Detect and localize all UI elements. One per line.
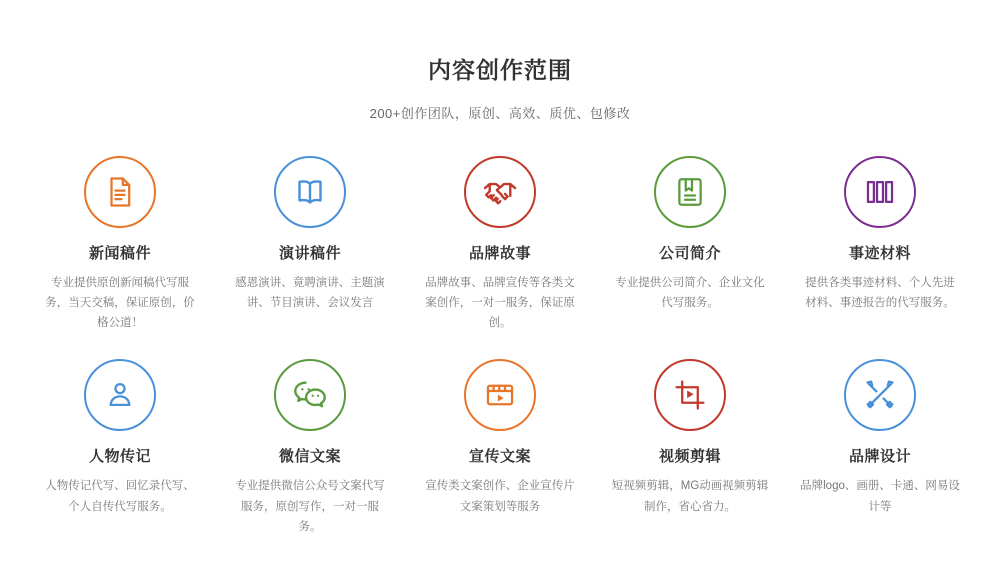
service-desc: 专业提供原创新闻稿代写服务，当天交稿，保证原创，价格公道！ (45, 277, 195, 330)
service-title: 演讲稿件 (278, 245, 341, 262)
service-title: 人物传记 (88, 448, 151, 466)
service-desc: 专业提供公司简介、企业文化代写服务。 (615, 277, 765, 310)
service-card-biography[interactable] (25, 359, 215, 536)
page-title: 内容创作范围 (428, 57, 572, 83)
icon-circle-promo (464, 359, 536, 431)
service-desc: 感恩演讲、竟聘演讲、主题演讲、节目演讲、会议发言 (235, 277, 385, 310)
service-card-design[interactable] (785, 359, 975, 536)
service-desc: 宣传类文案创作、企业宣传片文案策划等服务 (425, 480, 575, 513)
service-desc: 品牌故事、品牌宣传等各类文案创作，一对一服务，保证原创。 (425, 277, 575, 330)
wechat-icon (291, 376, 329, 414)
service-title: 品牌设计 (848, 448, 911, 466)
service-title: 宣传文案 (468, 448, 531, 466)
service-card-company-profile[interactable] (595, 156, 785, 333)
icon-circle-video (654, 359, 726, 431)
service-card-brand-story[interactable] (405, 156, 595, 333)
service-card-speech[interactable] (215, 156, 405, 333)
document-icon (103, 175, 137, 209)
service-title: 公司简介 (658, 245, 721, 262)
icon-circle-speech (274, 156, 346, 228)
service-card-news[interactable] (25, 156, 215, 333)
service-grid (0, 156, 1000, 537)
service-desc: 人物传记代写、回忆录代写、个人自传代写服务。 (45, 480, 195, 513)
service-desc: 短视频剪辑，MG动画视频剪辑制作，省心省力。 (611, 480, 769, 513)
book-icon (292, 174, 328, 210)
service-card-deeds[interactable] (785, 156, 975, 333)
icon-circle-deeds (844, 156, 916, 228)
service-card-video[interactable] (595, 359, 785, 536)
service-row-2 (0, 359, 1000, 536)
service-desc: 专业提供微信公众号文案代写服务，原创写作，一对一服务。 (235, 480, 385, 533)
service-desc: 品牌logo、画册、卡通、网易设计等 (800, 480, 960, 513)
service-title: 品牌故事 (468, 245, 531, 262)
page-subtitle: 200+创作团队，原创、高效、质优、包修改 (369, 106, 631, 121)
service-title: 新闻稿件 (88, 245, 151, 262)
service-title: 微信文案 (278, 448, 341, 466)
icon-circle-company-profile (654, 156, 726, 228)
service-card-promo[interactable] (405, 359, 595, 536)
video-crop-icon (673, 378, 707, 412)
icon-circle-biography (84, 359, 156, 431)
service-row-1 (0, 156, 1000, 333)
service-card-wechat[interactable] (215, 359, 405, 536)
books-icon (863, 175, 897, 209)
pencil-ruler-icon (863, 378, 897, 412)
bookmark-icon (673, 175, 707, 209)
page-header (0, 0, 1000, 122)
service-title: 事迹材料 (848, 245, 911, 262)
service-desc: 提供各类事迹材料、个人先进材料、事迹报告的代写服务。 (805, 277, 955, 310)
person-icon (103, 378, 137, 412)
icon-circle-brand-story (464, 156, 536, 228)
icon-circle-design (844, 359, 916, 431)
handshake-icon (481, 173, 519, 211)
icon-circle-wechat (274, 359, 346, 431)
service-title: 视频剪辑 (658, 448, 721, 466)
video-clapper-icon (483, 378, 517, 412)
icon-circle-news (84, 156, 156, 228)
